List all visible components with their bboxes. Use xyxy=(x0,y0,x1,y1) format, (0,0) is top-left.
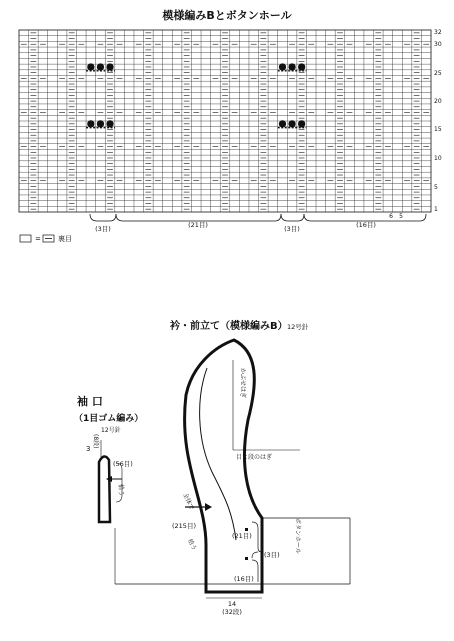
buttonhole-symbol xyxy=(97,120,104,127)
buttonhole-symbol xyxy=(298,120,305,127)
pickup-verb: 拾う xyxy=(186,537,198,552)
count-3-right: (3目) xyxy=(284,225,300,233)
row-label-32: 32 xyxy=(434,29,442,36)
col-number-5: 5 xyxy=(399,213,403,220)
collar-title: 衿・前立て（模様編みB） xyxy=(170,321,288,332)
collar-needle: 12号針 xyxy=(287,323,309,331)
buttonhole-symbol xyxy=(87,63,94,70)
buttonhole-symbol xyxy=(288,63,295,70)
cuff-subtitle: （1目ゴム編み） xyxy=(74,414,144,424)
buttonhole-symbol xyxy=(106,63,113,70)
collar-count-16: (16目) xyxy=(234,575,254,583)
label-kabuse-hagi: かぶせはぎ xyxy=(239,368,246,399)
count-21: (21目) xyxy=(188,221,208,229)
brace-3-right xyxy=(281,214,304,221)
buttonhole-symbol xyxy=(279,63,286,70)
count-3-left: (3目) xyxy=(95,225,111,233)
collar-shape xyxy=(115,340,350,598)
legend-text: 裏目 xyxy=(58,235,72,243)
pickup-total-label: 全体で xyxy=(181,491,196,512)
buttonhole-symbol xyxy=(279,120,286,127)
buttonhole-mark xyxy=(245,557,248,560)
brace-21 xyxy=(116,214,281,221)
col-number-6: 6 xyxy=(389,213,393,220)
brace-3-left xyxy=(90,214,116,221)
cuff-needle: 12号針 xyxy=(101,427,121,434)
row-label-10: 10 xyxy=(434,155,442,162)
collar-count-21: (21目) xyxy=(232,532,252,540)
row-label-1: 1 xyxy=(434,206,438,213)
buttonhole-symbol xyxy=(298,63,305,70)
row-label-15: 15 xyxy=(434,126,442,133)
collar-bottom-cm: 14 xyxy=(227,600,237,608)
buttonhole-symbol xyxy=(97,63,104,70)
label-buttonhole: ボタンホール xyxy=(294,518,301,554)
cuff-outline xyxy=(99,456,110,522)
brace-16 xyxy=(304,214,426,221)
cuff-title: 袖 口 xyxy=(77,395,103,408)
collar-bottom-rows: (32段) xyxy=(222,608,242,616)
stitch-count-braces xyxy=(90,214,426,221)
buttonhole-symbol xyxy=(106,120,113,127)
buttonhole-mark xyxy=(245,528,248,531)
cuff-height-rows: (8段) xyxy=(92,434,99,449)
row-label-20: 20 xyxy=(434,98,442,105)
cuff-pickup-verb: 拾う xyxy=(117,484,124,497)
row-label-5: 5 xyxy=(434,184,438,191)
cuff-shape xyxy=(99,440,122,522)
collar-outline xyxy=(185,340,262,592)
row-label-25: 25 xyxy=(434,70,442,77)
cuff-brace xyxy=(116,463,122,502)
row-label-30: 30 xyxy=(434,41,442,48)
cuff-pickup-stitches: (56目) xyxy=(113,460,133,468)
chart-title: 模様編みBとボタンホール xyxy=(162,9,292,22)
count-16: (16目) xyxy=(356,221,376,229)
label-me-to-dan-hagi: 目と段のはぎ xyxy=(236,454,273,461)
cuff-height-cm: 3 xyxy=(86,445,91,453)
knitting-chart-grid xyxy=(19,30,431,212)
collar-count-3: (3目) xyxy=(264,551,280,559)
legend xyxy=(20,234,72,243)
buttonhole-symbol xyxy=(288,120,295,127)
legend-equals: = xyxy=(35,235,41,243)
row-labels xyxy=(434,29,442,213)
buttonhole-symbol xyxy=(87,120,94,127)
pickup-stitch-count: (215目) xyxy=(172,522,196,530)
legend-empty-cell xyxy=(20,235,31,242)
